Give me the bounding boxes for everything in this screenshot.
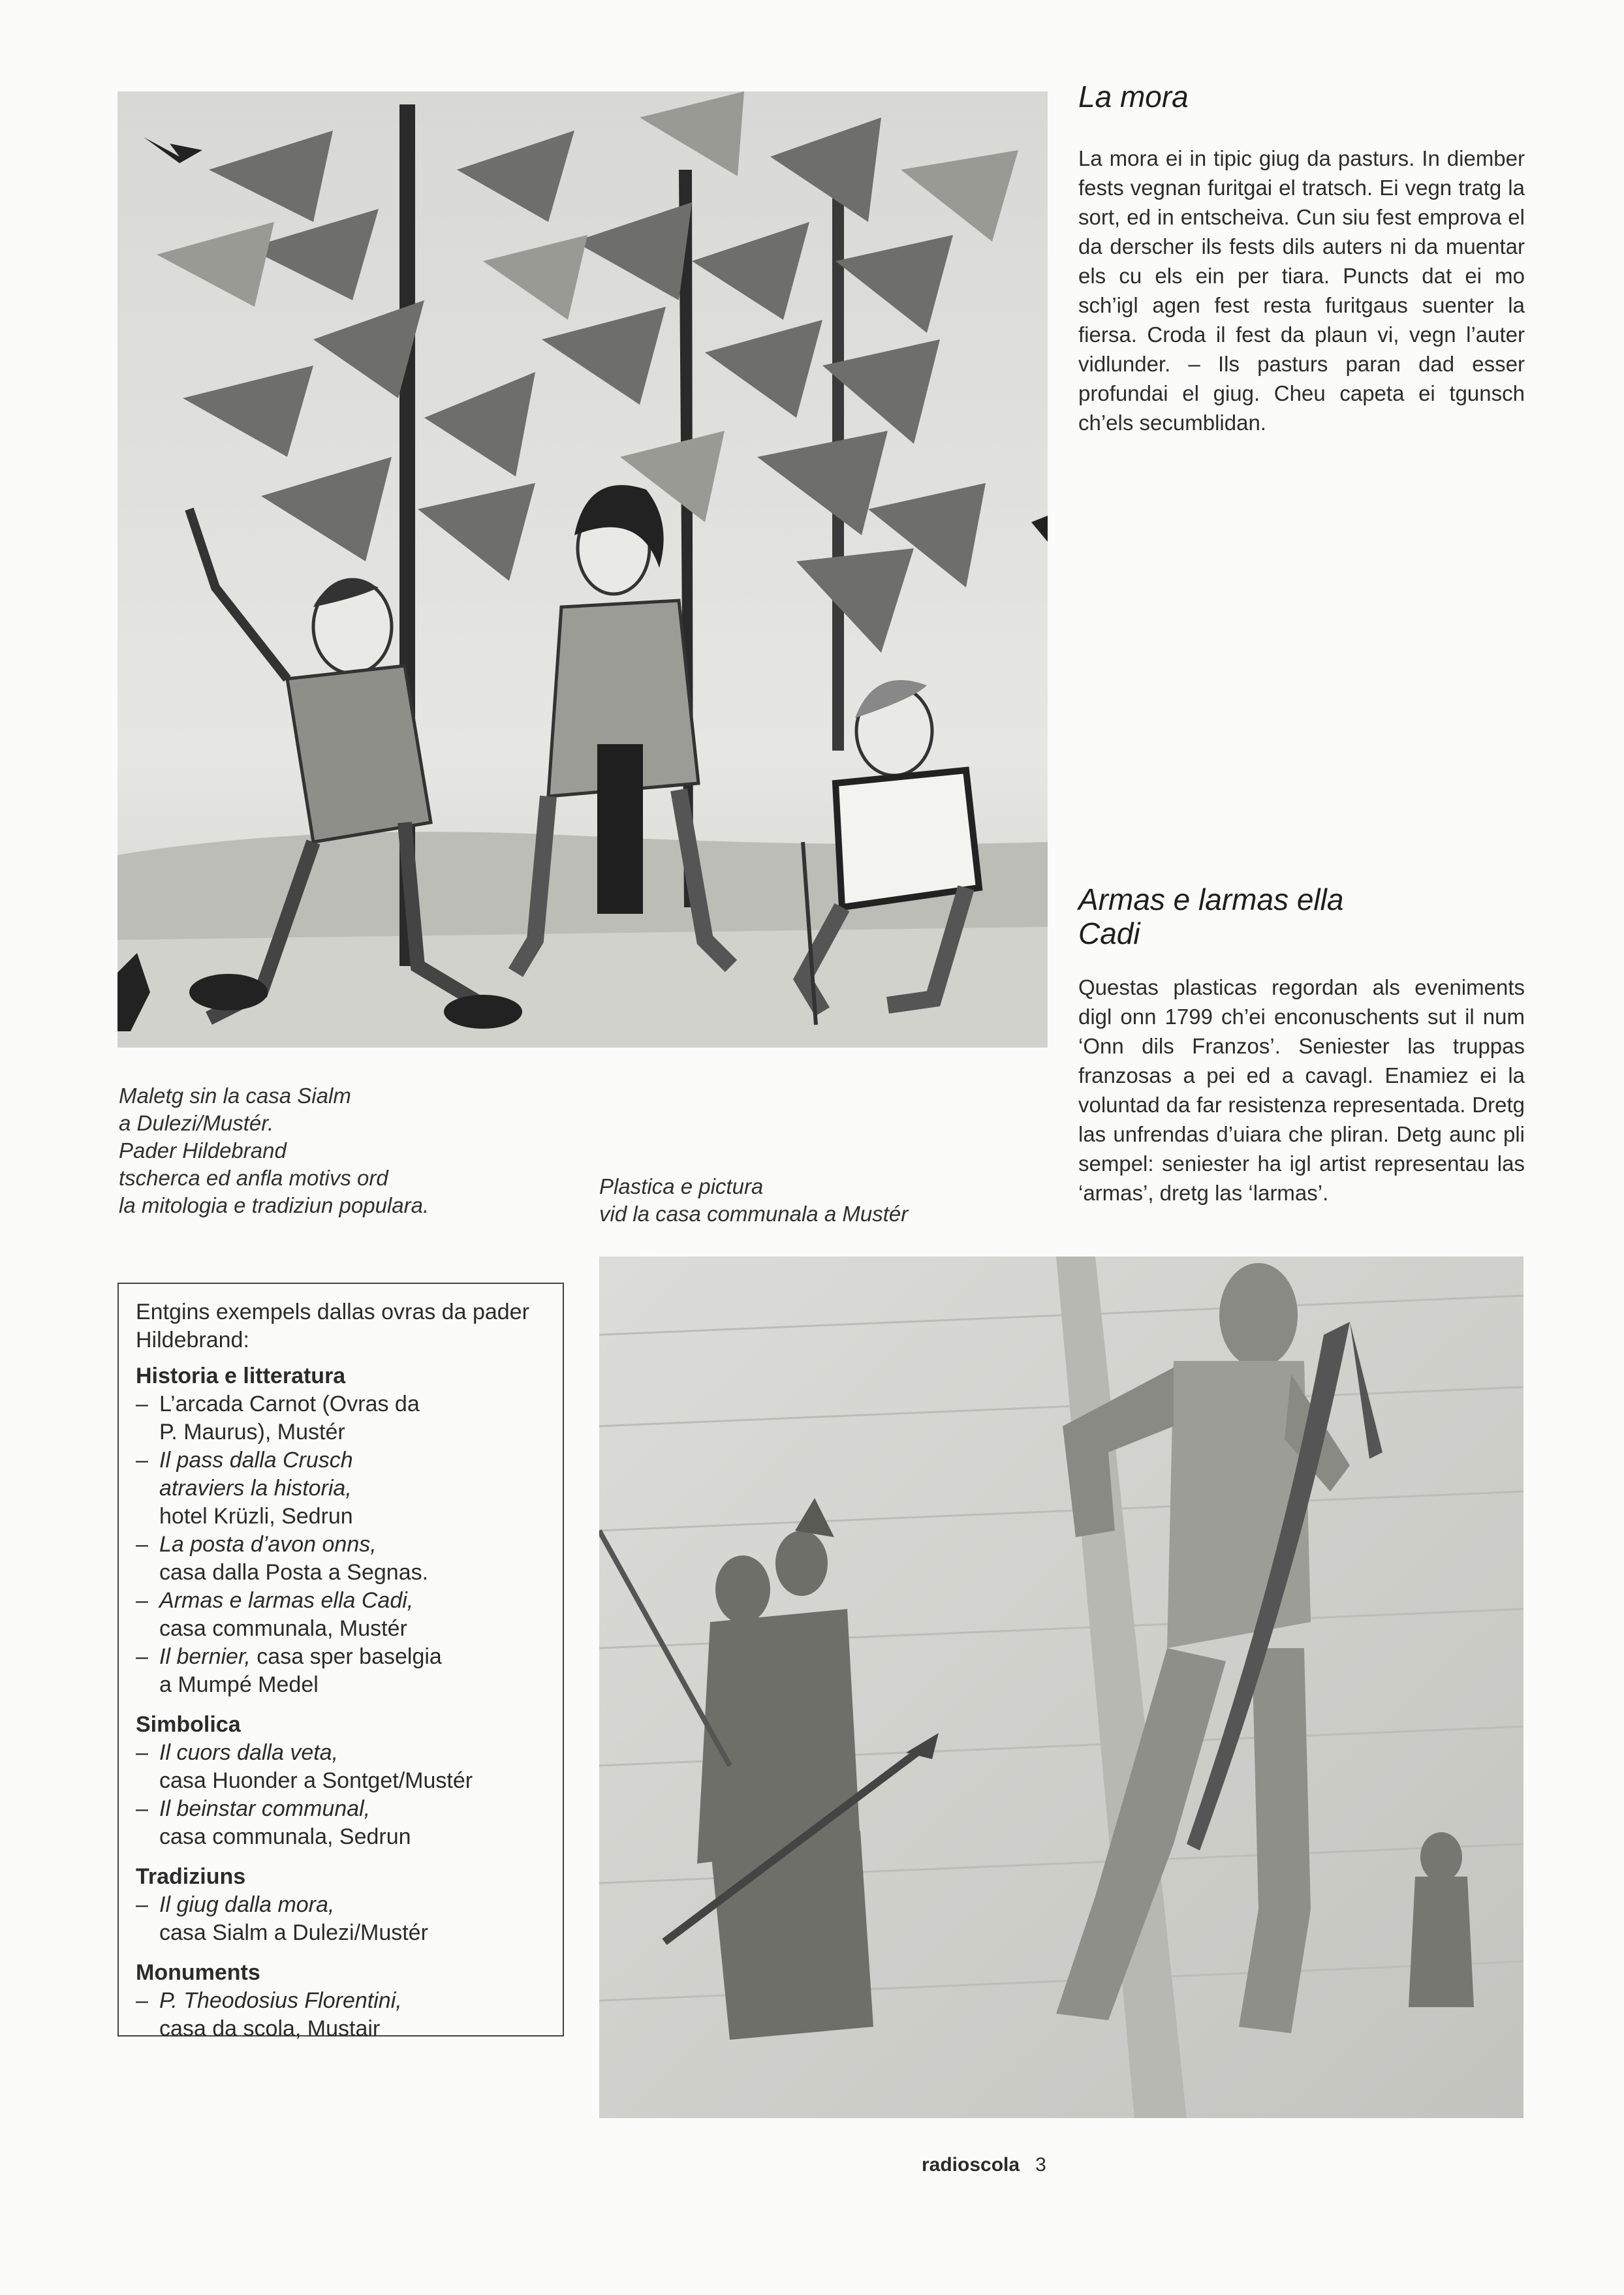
caption-line: Pader Hildebrand	[119, 1138, 287, 1163]
caption-line: tscherca ed anfla motivs ord	[119, 1166, 388, 1190]
item-title: Il giug dalla mora,	[159, 1892, 335, 1917]
caption-line: a Dulezi/Mustér.	[119, 1111, 274, 1135]
works-list-box	[117, 1283, 564, 2041]
section-title: Historia e litteratura	[136, 1364, 346, 1388]
item-text: L’arcada Carnot (Ovras da	[159, 1392, 420, 1416]
page-footer	[922, 2154, 1046, 2176]
article-armas-body: Questas plasticas regordan als eveniments digl onn 1799 ch’ei enconuschents sut il num ‘Onn dils Franzos’. Seniester las truppas franzosas a pei ed a cavagl. Enamiez ei la voluntad da far resistenza representada. Dretg las unfrendas d’uiara che pliran. Detg aunc pli sempel: seniester ha igl artist representau las ‘armas’, dretg las ‘larmas’.	[1078, 975, 1525, 1205]
article-mora-title: La mora	[1078, 80, 1189, 114]
item-title: Armas e larmas ella Cadi,	[159, 1588, 414, 1613]
item-cont: a Mumpé Medel	[159, 1672, 319, 1697]
footer-brand: radioscola	[922, 2154, 1020, 2176]
list-item: – Il pass dalla Crusch atraviers la historia, hotel Krüzli, Sedrun	[136, 1446, 546, 1531]
item-title: Il pass dalla Crusch	[159, 1448, 353, 1473]
item-cont: casa da scola, Mustair	[159, 2016, 381, 2041]
item-cont: casa Sialm a Dulezi/Mustér	[159, 1920, 428, 1945]
item-cont: casa communala, Sedrun	[159, 1824, 411, 1849]
caption-line: Maletg sin la casa Sialm	[119, 1084, 351, 1108]
list-item: – Armas e larmas ella Cadi, casa communala, Mustér	[136, 1587, 546, 1643]
caption-sculpture	[599, 1173, 908, 1228]
item-cont: hotel Krüzli, Sedrun	[159, 1504, 353, 1529]
item-title: Il cuors dalla veta,	[159, 1740, 339, 1765]
caption-mural	[119, 1082, 429, 1219]
article-armas-title-line1: Armas e larmas ella	[1078, 882, 1344, 916]
caption-line: Plastica e pictura	[599, 1174, 764, 1198]
list-item: – La posta d’avon onns, casa dalla Posta a Segnas.	[136, 1531, 546, 1587]
item-cont: atraviers la historia,	[159, 1476, 352, 1501]
item-cont: P. Maurus), Mustér	[159, 1420, 345, 1444]
list-item: – Il beinstar communal, casa communala, Sedrun	[136, 1795, 546, 1851]
item-title: P. Theodosius Florentini,	[159, 1988, 402, 2013]
item-text: casa sper baselgia	[250, 1644, 442, 1669]
list-item: – Il cuors dalla veta, casa Huonder a Sontget/Mustér	[136, 1739, 546, 1795]
list-item: – Il giug dalla mora, casa Sialm a Dulezi/Mustér	[136, 1891, 546, 1947]
item-cont: casa dalla Posta a Segnas.	[159, 1560, 429, 1585]
item-cont: casa Huonder a Sontget/Mustér	[159, 1768, 473, 1793]
item-cont: casa communala, Mustér	[159, 1616, 407, 1641]
works-intro: Entgins exempels dallas ovras da pader Hildebrand:	[136, 1300, 529, 1352]
list-item: – L’arcada Carnot (Ovras da P. Maurus), Mustér	[136, 1390, 546, 1446]
item-title: La posta d’avon onns,	[159, 1532, 377, 1557]
article-armas-title	[1078, 882, 1343, 950]
section-title: Tradiziuns	[136, 1864, 246, 1889]
item-title: Il bernier,	[159, 1644, 251, 1669]
page-number: 3	[1035, 2154, 1046, 2176]
article-mora-body: La mora ei in tipic giug da pasturs. In diember fests vegnan furitgai el tratsch. Ei vegn tratg la sort, ed in entscheiva. Cun siu fest emprova el da derscher ils fests dils auters ni da muentar els cu els ein per tiara. Puncts dat ei mo sch’igl agen fest resta furitgaus suenter la fiersa. Croda il fest da plaun vi, vegn l’auter vidlunder. – Ils pasturs paran dad esser profundai el giug. Cheu capeta ei tgunsch ch’els secumblidan.	[1078, 146, 1525, 435]
sculpture-photo	[599, 1257, 1523, 2118]
list-item: – P. Theodosius Florentini, casa da scola, Mustair	[136, 1987, 546, 2043]
caption-line: la mitologia e tradiziun populara.	[119, 1193, 429, 1217]
section-title: Monuments	[136, 1960, 260, 1985]
caption-line: vid la casa communala a Mustér	[599, 1202, 909, 1226]
item-title: Il beinstar communal,	[159, 1796, 371, 1821]
article-armas-title-line2: Cadi	[1078, 916, 1140, 950]
mural-photo	[117, 91, 1048, 1048]
list-item: – Il bernier, casa sper baselgia a Mumpé Medel	[136, 1643, 546, 1699]
section-title: Simbolica	[136, 1712, 241, 1737]
